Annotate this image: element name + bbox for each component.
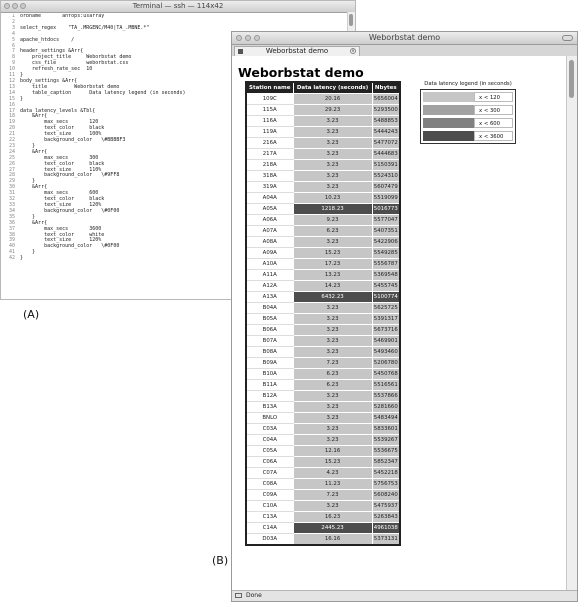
line-text: &Arr{ — [20, 148, 48, 155]
nbytes-cell: 5407351 — [372, 226, 400, 237]
browser-title: Weborbstat demo — [368, 33, 441, 42]
line-text: text_color black — [20, 125, 105, 132]
line-number: 11 — [8, 72, 15, 79]
line-text: apache_htdocs / — [20, 36, 75, 43]
tab-weborbstat[interactable] — [234, 46, 360, 56]
nbytes-cell: 5607479 — [372, 182, 400, 193]
line-text: } — [20, 213, 36, 220]
station-cell: D03A — [246, 534, 293, 546]
nbytes-cell: 5281660 — [372, 402, 400, 413]
legend-swatch — [423, 118, 474, 128]
latency-cell: 3.23 — [293, 314, 372, 325]
nbytes-cell: 5524310 — [372, 171, 400, 182]
nbytes-cell: 5673716 — [372, 325, 400, 336]
line-number: 24 — [8, 148, 15, 155]
table-row — [246, 138, 400, 149]
line-text: } — [20, 178, 36, 185]
station-cell: 218A — [246, 160, 293, 171]
column-header: Data latency (seconds) — [293, 82, 372, 94]
figure-label-a: (A) — [23, 308, 40, 321]
line-number: 23 — [8, 142, 15, 149]
line-number: 8 — [11, 54, 15, 61]
line-text: max_secs 300 — [20, 154, 99, 161]
scroll-thumb[interactable] — [569, 60, 574, 98]
table-row — [246, 435, 400, 446]
page-scrollbar[interactable] — [566, 56, 577, 591]
table-row — [246, 94, 400, 105]
line-number: 12 — [8, 77, 15, 84]
latency-cell: 12.16 — [293, 446, 372, 457]
latency-cell: 3.23 — [293, 160, 372, 171]
status-text: Done — [246, 592, 262, 599]
line-number: 9 — [11, 60, 15, 67]
line-text: } — [20, 249, 36, 256]
line-text: background_color \#9FF8 — [20, 172, 120, 179]
station-cell: B04A — [246, 303, 293, 314]
line-text: } — [20, 72, 24, 79]
latency-cell: 3.23 — [293, 138, 372, 149]
latency-cell: 14.23 — [293, 281, 372, 292]
table-row — [246, 468, 400, 479]
nbytes-cell: 5519099 — [372, 193, 400, 204]
page-title: Weborbstat demo — [238, 65, 364, 80]
nbytes-cell: 5452218 — [372, 468, 400, 479]
table-row — [246, 336, 400, 347]
legend-label: x < 3600 — [474, 131, 513, 141]
nbytes-cell: 5483494 — [372, 413, 400, 424]
line-text: max_secs 120 — [20, 119, 99, 126]
station-cell: B06A — [246, 325, 293, 336]
nbytes-cell: 5293500 — [372, 105, 400, 116]
latency-cell: 29.23 — [293, 105, 372, 116]
latency-cell: 3.23 — [293, 182, 372, 193]
table-row — [246, 347, 400, 358]
table-row — [246, 424, 400, 435]
latency-cell: 3.23 — [293, 501, 372, 512]
station-cell: A05A — [246, 204, 293, 215]
column-header: Nbytes — [372, 82, 400, 94]
nbytes-cell: 5656004 — [372, 94, 400, 105]
nbytes-cell: 5477072 — [372, 138, 400, 149]
table-row — [246, 116, 400, 127]
nbytes-cell: 5444243 — [372, 127, 400, 138]
line-text: text_color black — [20, 160, 105, 167]
line-number: 10 — [8, 66, 15, 73]
terminal-title: Terminal — ssh — 114x42 — [132, 2, 224, 10]
nbytes-cell: 5444683 — [372, 149, 400, 160]
station-cell: C07A — [246, 468, 293, 479]
table-row — [246, 160, 400, 171]
station-cell: C14A — [246, 523, 293, 534]
line-number: 6 — [11, 42, 15, 49]
line-number: 19 — [8, 119, 15, 126]
nbytes-cell: 5556787 — [372, 259, 400, 270]
line-number: 5 — [11, 36, 15, 43]
station-cell: C06A — [246, 457, 293, 468]
station-cell: 115A — [246, 105, 293, 116]
line-number: 37 — [8, 225, 15, 232]
table-row — [246, 105, 400, 116]
station-cell: B08A — [246, 347, 293, 358]
table-row — [246, 523, 400, 534]
line-number: 34 — [8, 207, 15, 214]
line-text: &Arr{ — [20, 113, 48, 120]
station-cell: B10A — [246, 369, 293, 380]
nbytes-cell: 5549285 — [372, 248, 400, 259]
latency-cell: 6.23 — [293, 369, 372, 380]
station-cell: A10A — [246, 259, 293, 270]
table-row — [246, 490, 400, 501]
table-row — [246, 281, 400, 292]
favicon-icon — [238, 49, 243, 54]
station-cell: A09A — [246, 248, 293, 259]
line-text: text_size 100% — [20, 131, 102, 138]
latency-cell: 1218.23 — [293, 204, 372, 215]
latency-cell: 15.23 — [293, 248, 372, 259]
latency-cell: 2445.23 — [293, 523, 372, 534]
latency-cell: 3.23 — [293, 127, 372, 138]
line-text: text_size 120% — [20, 202, 102, 208]
legend-swatch — [423, 105, 474, 115]
station-cell: C10A — [246, 501, 293, 512]
line-text: text_size 120% — [20, 237, 102, 244]
line-number: 27 — [8, 166, 15, 173]
latency-cell: 3.23 — [293, 237, 372, 248]
station-cell: B09A — [246, 358, 293, 369]
station-cell: 217A — [246, 149, 293, 160]
line-text: text_color white — [20, 231, 105, 238]
table-row — [246, 259, 400, 270]
line-number: 25 — [8, 154, 15, 161]
line-number: 20 — [8, 125, 15, 132]
latency-cell: 3.23 — [293, 116, 372, 127]
nbytes-cell: 5422906 — [372, 237, 400, 248]
nbytes-cell: 5150391 — [372, 160, 400, 171]
line-text: body_settings &Arr{ — [20, 77, 78, 84]
table-row — [246, 402, 400, 413]
line-text: } — [20, 142, 36, 149]
table-row — [246, 292, 400, 303]
line-text: table_caption Data latency legend (in seconds) — [20, 89, 186, 96]
figure-label-b: (B) — [212, 554, 229, 567]
line-number: 41 — [8, 249, 15, 256]
legend-label: x < 120 — [474, 92, 513, 102]
latency-cell: 10.23 — [293, 193, 372, 204]
line-text: max_secs 3600 — [20, 225, 102, 232]
line-text: } — [20, 95, 24, 102]
toolbar-toggle-icon[interactable] — [562, 35, 573, 41]
station-cell: B07A — [246, 336, 293, 347]
nbytes-cell: 5833601 — [372, 424, 400, 435]
station-cell: 116A — [246, 116, 293, 127]
line-number: 16 — [8, 101, 15, 108]
nbytes-cell: 5016773 — [372, 204, 400, 215]
line-number: 13 — [8, 83, 15, 90]
line-number: 28 — [8, 172, 15, 179]
table-row — [246, 303, 400, 314]
nbytes-cell: 5475937 — [372, 501, 400, 512]
station-cell: A12A — [246, 281, 293, 292]
line-text: orbname anfops:usarray — [20, 14, 105, 19]
latency-cell: 15.23 — [293, 457, 372, 468]
line-number: 18 — [8, 113, 15, 120]
line-number: 21 — [8, 131, 15, 138]
latency-cell: 3.23 — [293, 171, 372, 182]
page-content — [232, 56, 567, 591]
line-number: 40 — [8, 243, 15, 250]
station-cell: C13A — [246, 512, 293, 523]
station-cell: A11A — [246, 270, 293, 281]
line-number: 38 — [8, 231, 15, 238]
latency-cell: 3.23 — [293, 325, 372, 336]
table-row — [246, 380, 400, 391]
table-row — [246, 314, 400, 325]
scroll-thumb[interactable] — [349, 14, 353, 26]
legend-swatch — [423, 131, 474, 141]
latency-cell: 17.23 — [293, 259, 372, 270]
table-row — [246, 369, 400, 380]
line-text: background_color \#0F00 — [20, 243, 120, 250]
table-row — [246, 358, 400, 369]
terminal-titlebar — [1, 1, 355, 13]
line-text: text_color black — [20, 196, 105, 203]
table-row — [246, 391, 400, 402]
line-text: &Arr{ — [20, 184, 48, 191]
nbytes-cell: 5536675 — [372, 446, 400, 457]
table-row — [246, 248, 400, 259]
line-number: 17 — [8, 107, 15, 114]
line-number: 39 — [8, 237, 15, 244]
table-row — [246, 413, 400, 424]
line-text: } — [20, 255, 24, 262]
line-text: data_latency_levels &Tbl{ — [20, 107, 96, 114]
column-header: Station name — [246, 82, 293, 94]
table-row — [246, 215, 400, 226]
station-cell: C05A — [246, 446, 293, 457]
nbytes-cell: 5625725 — [372, 303, 400, 314]
table-row — [246, 446, 400, 457]
line-number: 7 — [11, 48, 15, 55]
station-cell: 109C — [246, 94, 293, 105]
line-text: max_secs 600 — [20, 190, 99, 197]
nbytes-cell: 5493460 — [372, 347, 400, 358]
nbytes-cell: 5577047 — [372, 215, 400, 226]
line-number: 31 — [8, 190, 15, 197]
line-text: background_color \#BBBBF3 — [20, 137, 126, 144]
line-number: 35 — [8, 213, 15, 220]
legend-box — [420, 89, 516, 144]
security-icon — [235, 593, 242, 598]
table-row — [246, 204, 400, 215]
nbytes-cell: 5756753 — [372, 479, 400, 490]
table-row — [246, 512, 400, 523]
table-row — [246, 534, 400, 546]
legend-item — [423, 92, 513, 102]
latency-cell: 3.23 — [293, 303, 372, 314]
line-number: 29 — [8, 178, 15, 185]
latency-cell: 3.23 — [293, 391, 372, 402]
nbytes-cell: 5852347 — [372, 457, 400, 468]
line-number: 15 — [8, 95, 15, 102]
table-row — [246, 325, 400, 336]
latency-cell: 16.23 — [293, 512, 372, 523]
line-number: 26 — [8, 160, 15, 167]
legend-item — [423, 105, 513, 115]
status-bar — [232, 590, 577, 601]
station-cell: B12A — [246, 391, 293, 402]
latency-cell: 4.23 — [293, 468, 372, 479]
table-row — [246, 270, 400, 281]
latency-cell: 3.23 — [293, 149, 372, 160]
station-cell: BNLO — [246, 413, 293, 424]
nbytes-cell: 5206780 — [372, 358, 400, 369]
table-row — [246, 479, 400, 490]
station-cell: 119A — [246, 127, 293, 138]
latency-cell: 3.23 — [293, 402, 372, 413]
nbytes-cell: 5373131 — [372, 534, 400, 546]
station-cell: C03A — [246, 424, 293, 435]
nbytes-cell: 5455745 — [372, 281, 400, 292]
line-text: title Weborbstat demo — [20, 83, 120, 90]
latency-cell: 6.23 — [293, 380, 372, 391]
table-row — [246, 226, 400, 237]
station-cell: C04A — [246, 435, 293, 446]
latency-cell: 3.23 — [293, 413, 372, 424]
station-cell: A13A — [246, 292, 293, 303]
nbytes-cell: 5516561 — [372, 380, 400, 391]
line-number: 32 — [8, 196, 15, 203]
latency-cell: 3.23 — [293, 435, 372, 446]
line-number: 4 — [11, 30, 15, 37]
station-cell: A04A — [246, 193, 293, 204]
nbytes-cell: 5100774 — [372, 292, 400, 303]
table-row — [246, 171, 400, 182]
nbytes-cell: 5469901 — [372, 336, 400, 347]
latency-cell: 3.23 — [293, 336, 372, 347]
legend — [420, 80, 516, 144]
nbytes-cell: 5369548 — [372, 270, 400, 281]
line-number: 33 — [8, 202, 15, 208]
table-row — [246, 149, 400, 160]
line-text: text_size 110% — [20, 166, 102, 173]
latency-cell: 7.23 — [293, 490, 372, 501]
nbytes-cell: 5537866 — [372, 391, 400, 402]
latency-cell: 16.16 — [293, 534, 372, 546]
station-cell: A07A — [246, 226, 293, 237]
close-tab-icon[interactable]: × — [351, 48, 355, 53]
nbytes-cell: 4961038 — [372, 523, 400, 534]
line-number: 42 — [8, 255, 15, 262]
station-cell: C09A — [246, 490, 293, 501]
line-number: 1 — [11, 14, 15, 19]
nbytes-cell: 5263843 — [372, 512, 400, 523]
latency-cell: 9.23 — [293, 215, 372, 226]
nbytes-cell: 5450768 — [372, 369, 400, 380]
line-number: 3 — [11, 24, 15, 31]
station-cell: 319A — [246, 182, 293, 193]
station-cell: B11A — [246, 380, 293, 391]
browser-window — [231, 31, 578, 602]
line-number: 14 — [8, 89, 15, 96]
table-row — [246, 501, 400, 512]
tab-label: Weborbstat demo — [265, 47, 329, 55]
line-text: css_file weborbstat.css — [20, 60, 129, 67]
station-cell: A08A — [246, 237, 293, 248]
latency-cell: 6432.23 — [293, 292, 372, 303]
line-text: project_title Weborbstat demo — [20, 54, 132, 61]
station-cell: A06A — [246, 215, 293, 226]
station-cell: 216A — [246, 138, 293, 149]
line-number: 36 — [8, 219, 15, 226]
line-text: &Arr{ — [20, 219, 48, 226]
latency-cell: 3.23 — [293, 347, 372, 358]
line-text: select_regex "TA_.MRGENC/M40|TA_.MBNE.*" — [20, 24, 150, 31]
legend-item — [423, 131, 513, 141]
table-row — [246, 182, 400, 193]
legend-caption: Data latency legend (in seconds) — [424, 81, 512, 87]
legend-swatch — [423, 92, 474, 102]
legend-item — [423, 118, 513, 128]
table-header-row — [246, 82, 400, 94]
legend-label: x < 600 — [474, 118, 513, 128]
station-cell: B13A — [246, 402, 293, 413]
line-number: 2 — [11, 18, 15, 25]
line-text: refresh_rate_sec 10 — [20, 66, 93, 73]
station-cell: B05A — [246, 314, 293, 325]
line-number: 22 — [8, 137, 15, 144]
latency-cell: 20.16 — [293, 94, 372, 105]
table-row — [246, 457, 400, 468]
table-row — [246, 237, 400, 248]
latency-cell: 7.23 — [293, 358, 372, 369]
station-cell: C08A — [246, 479, 293, 490]
nbytes-cell: 5539267 — [372, 435, 400, 446]
line-number: 30 — [8, 184, 15, 191]
nbytes-cell: 5608240 — [372, 490, 400, 501]
latency-cell: 3.23 — [293, 424, 372, 435]
table-row — [246, 193, 400, 204]
nbytes-cell: 5391317 — [372, 314, 400, 325]
nbytes-cell: 5488853 — [372, 116, 400, 127]
legend-label: x < 300 — [474, 105, 513, 115]
latency-cell: 6.23 — [293, 226, 372, 237]
latency-cell: 11.23 — [293, 479, 372, 490]
latency-cell: 13.23 — [293, 270, 372, 281]
station-cell: 318A — [246, 171, 293, 182]
line-text: header_settings &Arr{ — [20, 48, 84, 55]
browser-titlebar — [232, 32, 577, 45]
latency-table — [245, 81, 401, 546]
table-row — [246, 127, 400, 138]
line-text: background_color \#0F00 — [20, 207, 120, 214]
